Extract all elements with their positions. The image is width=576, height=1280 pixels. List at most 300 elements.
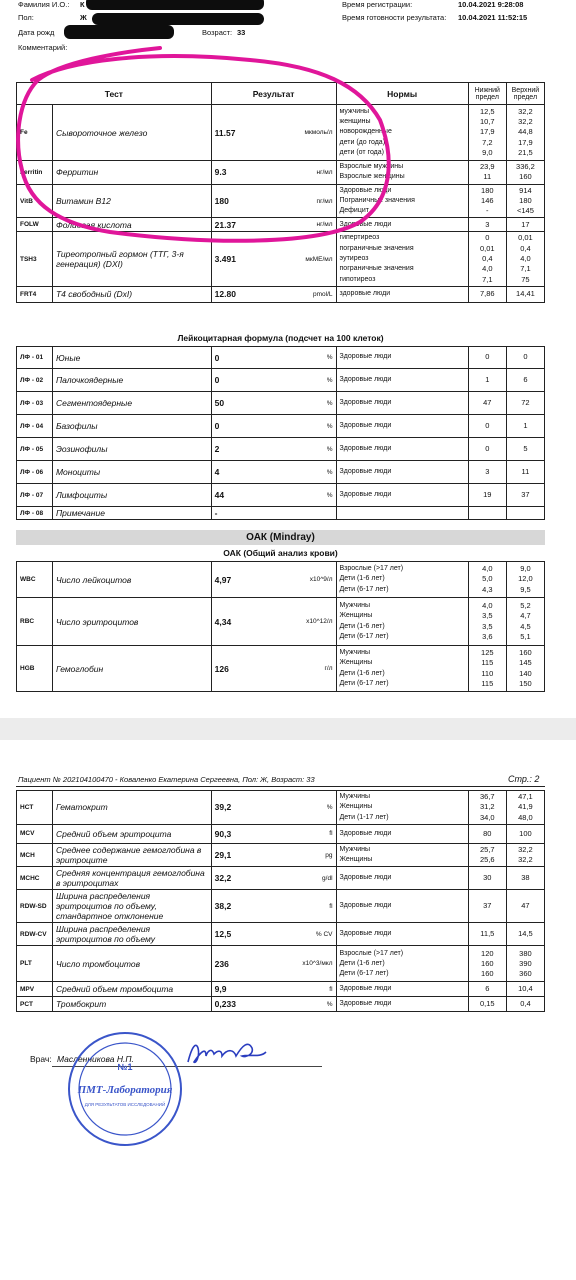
test-unit: %	[275, 461, 336, 484]
lower-list	[468, 392, 506, 415]
test-name: Базофилы	[52, 415, 211, 438]
lower-list	[468, 867, 506, 890]
pink-annotation-scribble	[0, 0, 576, 260]
lower-list	[468, 415, 506, 438]
table-row	[17, 867, 545, 890]
patient-line: Пациент № 202104100470 - Коваленко Екатерина Сергеевна, Пол: Ж, Возраст: 33	[18, 775, 315, 784]
upper-value: 17,9	[518, 137, 533, 147]
norm-label: новорожденные	[339, 128, 392, 136]
lower-value: 30	[483, 873, 492, 883]
upper-value: 38	[521, 873, 530, 883]
lower-value: 3	[485, 219, 490, 229]
lower-list	[468, 484, 506, 507]
test-unit: пг/мл	[275, 184, 336, 218]
upper-value: 5	[523, 443, 528, 453]
lower-list	[468, 997, 506, 1012]
table-row	[17, 982, 545, 997]
test-code: PLT	[17, 946, 53, 982]
norm-label: Взрослые женщины	[339, 173, 405, 181]
norm-label: Пограничные значения	[339, 196, 415, 204]
stamp-title: ПМТ-Лаборатория	[77, 1084, 173, 1096]
norm-list	[336, 923, 468, 946]
lower-value: 4,0	[482, 600, 493, 610]
table-row	[17, 824, 545, 843]
norm-label: Здоровые люди	[339, 186, 392, 194]
norm-list	[336, 890, 468, 923]
upper-value: 10,4	[518, 984, 533, 994]
upper-value: 0,4	[520, 243, 531, 253]
lower-list	[468, 562, 506, 598]
upper-value: 380	[519, 948, 532, 958]
test-name: Число лейкоцитов	[52, 562, 211, 598]
upper-list	[506, 646, 544, 692]
upper-list	[506, 369, 544, 392]
norm-list	[336, 438, 468, 461]
lower-value: 47	[483, 397, 492, 407]
lower-value: 34,0	[480, 812, 495, 822]
gender-value: Ж	[80, 13, 87, 22]
table-row	[17, 438, 545, 461]
test-code: MCHC	[17, 867, 53, 890]
test-unit: g/dl	[275, 867, 336, 890]
norm-label: Дефицит	[339, 207, 369, 215]
upper-value: 180	[519, 195, 532, 205]
test-result: 2	[211, 438, 274, 461]
lower-value: 0	[485, 233, 490, 243]
col-norms: Нормы	[336, 83, 468, 105]
upper-value: 47	[521, 901, 530, 911]
table-row	[17, 461, 545, 484]
ready-value: 10.04.2021 11:52:15	[458, 13, 528, 22]
test-result: 50	[211, 392, 274, 415]
test-code: ЛФ - 07	[17, 484, 53, 507]
leuko-table	[16, 346, 545, 520]
norm-list	[336, 843, 468, 867]
lower-list	[468, 824, 506, 843]
test-result: -	[211, 507, 274, 520]
test-code: PCT	[17, 997, 53, 1012]
test-result: 38,2	[211, 890, 274, 923]
upper-value: 47,1	[518, 792, 533, 801]
upper-value: 0,4	[520, 999, 531, 1009]
table-row	[17, 890, 545, 923]
lower-list	[468, 646, 506, 692]
test-code: RDW-CV	[17, 923, 53, 946]
reg-value: 10.04.2021 9:28:08	[458, 0, 524, 9]
lower-value: 25,6	[480, 855, 495, 865]
lower-list	[468, 946, 506, 982]
lower-list	[468, 843, 506, 867]
lower-value: 19	[483, 489, 492, 499]
norm-label: пограничные значения	[339, 265, 414, 273]
table-row	[17, 484, 545, 507]
lower-value: 23,9	[480, 162, 495, 171]
doctor-signature	[182, 1038, 272, 1072]
stamp-number: №1	[117, 1062, 133, 1072]
lower-value: 120	[481, 948, 494, 958]
norm-label: пограничные значения	[339, 244, 414, 252]
lower-list	[468, 507, 506, 520]
norm-label: Дети (6-17 лет)	[339, 632, 389, 640]
norm-label: Взрослые (>17 лет)	[339, 949, 404, 957]
test-name: Фолиевая кислота	[52, 218, 211, 232]
test-result: 90,3	[211, 824, 274, 843]
table-row	[17, 392, 545, 415]
col-test: Тест	[17, 83, 212, 105]
lower-value: 115	[481, 678, 494, 688]
norm-list	[336, 392, 468, 415]
test-name: Средний объем тромбоцита	[52, 982, 211, 997]
test-code: Ferritin	[17, 161, 53, 185]
lower-list	[468, 347, 506, 369]
test-unit: %	[275, 997, 336, 1012]
test-name: Т4 свободный (DxI)	[52, 286, 211, 302]
lower-list	[468, 923, 506, 946]
upper-value: 360	[519, 969, 532, 979]
test-unit: fl	[275, 982, 336, 997]
test-code: ЛФ - 05	[17, 438, 53, 461]
col-lower: Нижний предел	[468, 83, 506, 105]
fio-value: К	[80, 0, 85, 9]
upper-value: 1	[523, 420, 528, 430]
test-name: Моноциты	[52, 461, 211, 484]
lower-value: 17,9	[480, 127, 495, 137]
test-name: Средний объем эритроцита	[52, 824, 211, 843]
lower-value: 7,86	[480, 289, 495, 299]
upper-list	[506, 997, 544, 1012]
age-label: Возраст:	[202, 28, 233, 37]
lower-value: 10,7	[480, 117, 495, 127]
norm-label: Здоровые люди	[339, 421, 392, 429]
upper-list	[506, 923, 544, 946]
test-result: 32,2	[211, 867, 274, 890]
test-result: 9.3	[211, 161, 274, 185]
test-name: Сегментоядерные	[52, 392, 211, 415]
ready-label: Время готовности результата:	[342, 13, 447, 22]
oak-title: ОАК (Общий анализ крови)	[223, 548, 338, 558]
gender-label: Пол:	[18, 13, 34, 22]
table-row	[17, 646, 545, 692]
table-row	[17, 923, 545, 946]
test-unit: %	[275, 347, 336, 369]
norm-label: Взрослые мужчины	[339, 163, 404, 170]
norm-label: Здоровые люди	[339, 985, 392, 993]
test-result: 11.57	[211, 105, 274, 161]
upper-value: 37	[521, 489, 530, 499]
norm-label: здоровые люди	[339, 290, 391, 298]
test-result: 4,97	[211, 562, 274, 598]
test-unit: pmol/L	[275, 286, 336, 302]
test-unit: %	[275, 369, 336, 392]
lower-value: 0	[485, 443, 490, 453]
test-name: Средняя концентрация гемоглобина в эритроцитах	[52, 867, 211, 890]
lower-value: 25,7	[480, 844, 495, 854]
test-code: RBC	[17, 598, 53, 646]
upper-value: 32,2	[518, 855, 533, 865]
lower-list	[468, 286, 506, 302]
upper-value: 44,8	[518, 127, 533, 137]
norm-label: женщины	[339, 118, 371, 126]
upper-list	[506, 867, 544, 890]
lower-value: 0,01	[480, 243, 495, 253]
upper-value: 32,2	[518, 844, 533, 854]
test-code: Fe	[17, 105, 53, 161]
norm-label: мужчины	[339, 107, 370, 115]
norm-list	[336, 824, 468, 843]
lower-value: 110	[481, 668, 494, 678]
norm-list	[336, 791, 468, 825]
lower-list	[468, 598, 506, 646]
norm-label: дети (от года)	[339, 148, 384, 156]
lower-value: -	[486, 206, 489, 216]
test-unit: x10^9/л	[275, 562, 336, 598]
test-unit: %	[275, 484, 336, 507]
lower-value: 3	[485, 466, 490, 476]
test-result: 180	[211, 184, 274, 218]
table-row	[17, 507, 545, 520]
test-unit: % CV	[275, 923, 336, 946]
test-name: Палочкоядерные	[52, 369, 211, 392]
test-result: 39,2	[211, 791, 274, 825]
lower-value: 4,0	[482, 564, 493, 574]
norm-label: Мужчины	[339, 601, 371, 609]
lower-value: 4,3	[482, 584, 493, 594]
upper-list	[506, 507, 544, 520]
upper-value: 5,1	[520, 631, 531, 641]
table-row	[17, 562, 545, 598]
norm-label: Здоровые люди	[339, 1000, 392, 1008]
test-result: 44	[211, 484, 274, 507]
norm-list	[336, 484, 468, 507]
upper-list	[506, 791, 544, 825]
norm-label: Здоровые люди	[339, 467, 392, 475]
lower-list	[468, 369, 506, 392]
table-row	[17, 997, 545, 1012]
test-result: 126	[211, 646, 274, 692]
doctor-label: Врач:	[30, 1054, 52, 1064]
norm-label: Мужчины	[339, 793, 371, 800]
test-unit: мкМЕ/мл	[275, 232, 336, 286]
lower-value: 80	[483, 828, 492, 838]
upper-list	[506, 824, 544, 843]
lower-value: 160	[481, 969, 494, 979]
test-code: FRT4	[17, 286, 53, 302]
lower-value: 5,0	[482, 574, 493, 584]
norm-label: Мужчины	[339, 845, 371, 853]
upper-list	[506, 438, 544, 461]
lower-value: 4,0	[482, 264, 493, 274]
test-unit: нг/мл	[275, 218, 336, 232]
lab-stamp	[66, 1030, 184, 1148]
header-divider	[16, 786, 545, 787]
test-name: Ферритин	[52, 161, 211, 185]
upper-value: 6	[523, 374, 528, 384]
stamp-subtitle: ДЛЯ РЕЗУЛЬТАТОВ ИССЛЕДОВАНИЙ	[84, 1102, 166, 1107]
norm-label: Женщины	[339, 803, 373, 811]
test-name: Юные	[52, 347, 211, 369]
upper-value: 145	[519, 658, 532, 668]
reg-label: Время регистрации:	[342, 0, 413, 9]
lower-list	[468, 890, 506, 923]
upper-value: 140	[519, 668, 532, 678]
comment-label: Комментарий:	[18, 43, 68, 52]
test-unit: %	[275, 438, 336, 461]
norm-list	[336, 997, 468, 1012]
test-name: Сывороточное железо	[52, 105, 211, 161]
test-unit: pg	[275, 843, 336, 867]
oak-body	[17, 562, 545, 692]
lower-value: 180	[481, 185, 494, 195]
doctor-name: Масленникова Н.П.	[57, 1054, 134, 1064]
test-result: 12.80	[211, 286, 274, 302]
oak-bar: ОАК (Mindray)	[16, 530, 545, 545]
lower-value: 125	[481, 647, 494, 657]
test-name: Ширина распределения эритроцитов по объему, стандартное отклонение	[52, 890, 211, 923]
test-name: Лимфоциты	[52, 484, 211, 507]
norm-label: эутиреоз	[339, 255, 369, 263]
test-name: Число эритроцитов	[52, 598, 211, 646]
upper-list	[506, 347, 544, 369]
norm-label: Дети (1-6 лет)	[339, 622, 385, 630]
test-name: Тромбокрит	[52, 997, 211, 1012]
fio-label: Фамилия И.О.:	[18, 0, 70, 9]
lower-list	[468, 791, 506, 825]
test-code: FOLW	[17, 218, 53, 232]
norm-label: Женщины	[339, 856, 373, 864]
lower-list	[468, 438, 506, 461]
lower-value: 3,5	[482, 621, 493, 631]
upper-value: 0	[523, 352, 528, 362]
lower-value: 11	[483, 172, 492, 182]
lower-value: 7,1	[482, 274, 493, 284]
test-code: ЛФ - 03	[17, 392, 53, 415]
test-result: 4,34	[211, 598, 274, 646]
norm-label: Дети (1-6 лет)	[339, 959, 385, 967]
test-name: Гемоглобин	[52, 646, 211, 692]
norm-list	[336, 646, 468, 692]
table-row	[17, 347, 545, 369]
lower-value: 0	[485, 352, 490, 362]
lower-value: 160	[481, 958, 494, 968]
page-label: Стр.: 2	[508, 774, 540, 784]
test-unit	[275, 507, 336, 520]
norm-label: дети (до года)	[339, 138, 386, 146]
norm-list	[336, 598, 468, 646]
test-result: 12,5	[211, 923, 274, 946]
upper-value: 14,41	[516, 289, 535, 299]
lower-value: 31,2	[480, 802, 495, 812]
upper-value: 100	[519, 828, 532, 838]
upper-list	[506, 982, 544, 997]
norm-label: Дети (6-17 лет)	[339, 970, 389, 978]
norm-list	[336, 867, 468, 890]
upper-value: 0,01	[518, 233, 533, 243]
page-gap	[0, 718, 576, 740]
upper-value: 160	[519, 172, 532, 182]
upper-value: 7,1	[520, 264, 531, 274]
norm-label: Женщины	[339, 659, 373, 667]
norm-label: гипотиреоз	[339, 275, 376, 283]
upper-list	[506, 392, 544, 415]
col-result: Результат	[211, 83, 336, 105]
table-row	[17, 369, 545, 392]
upper-value: 41,9	[518, 802, 533, 812]
norm-label: Здоровые люди	[339, 353, 392, 361]
upper-list	[506, 286, 544, 302]
upper-value: 32,2	[518, 117, 533, 127]
test-code: ЛФ - 04	[17, 415, 53, 438]
table-row	[17, 598, 545, 646]
norm-label: Дети (1-6 лет)	[339, 575, 385, 583]
annotation-stroke	[18, 48, 389, 241]
norm-label: Взрослые (>17 лет)	[339, 565, 404, 573]
oak-table	[16, 561, 545, 692]
test-code: MPV	[17, 982, 53, 997]
test-result: 0	[211, 369, 274, 392]
lower-value: 9,0	[482, 147, 493, 157]
test-result: 29,1	[211, 843, 274, 867]
test-name: Гематокрит	[52, 791, 211, 825]
upper-value: 11	[521, 466, 530, 476]
test-code: ЛФ - 06	[17, 461, 53, 484]
norm-label: гипертиреоз	[339, 234, 380, 242]
upper-value: 17	[521, 219, 530, 229]
norm-label: Дети (1-17 лет)	[339, 813, 389, 821]
upper-value: 32,2	[518, 106, 533, 116]
test-unit: мкмоль/л	[275, 105, 336, 161]
norm-label: Мужчины	[339, 648, 371, 656]
norm-label: Здоровые люди	[339, 398, 392, 406]
test-code: RDW-SD	[17, 890, 53, 923]
report-page-2	[0, 740, 576, 1280]
upper-value: 914	[519, 185, 532, 195]
test-result: 3.491	[211, 232, 274, 286]
lower-value: 12,5	[480, 106, 495, 116]
test-code: ЛФ - 08	[17, 507, 53, 520]
test-result: 9,9	[211, 982, 274, 997]
norm-list	[336, 415, 468, 438]
test-result: 21.37	[211, 218, 274, 232]
upper-value: 4,0	[520, 254, 531, 264]
lower-value: 146	[481, 195, 494, 205]
upper-value: 390	[519, 958, 532, 968]
lower-value: 115	[481, 658, 494, 668]
test-code: HCT	[17, 791, 53, 825]
test-result: 0	[211, 415, 274, 438]
upper-list	[506, 562, 544, 598]
lower-value: 37	[483, 901, 492, 911]
test-result: 4	[211, 461, 274, 484]
test-code: WBC	[17, 562, 53, 598]
upper-list	[506, 890, 544, 923]
test-code: MCH	[17, 843, 53, 867]
norm-label: Дети (6-17 лет)	[339, 585, 389, 593]
test-unit: x10^3/мкл	[275, 946, 336, 982]
test-name: Ширина распределения эритроцитов по объему	[52, 923, 211, 946]
upper-value: 336,2	[516, 162, 535, 171]
col-upper: Верхний предел	[506, 83, 544, 105]
upper-value: 75	[521, 274, 530, 284]
table-row	[17, 946, 545, 982]
test-code: ЛФ - 02	[17, 369, 53, 392]
norm-label: Женщины	[339, 612, 373, 620]
norm-label: Здоровые люди	[339, 902, 392, 910]
norm-list	[336, 562, 468, 598]
norm-label: Здоровые люди	[339, 490, 392, 498]
lower-value: 3,6	[482, 631, 493, 641]
lower-value: 3,5	[482, 611, 493, 621]
test-result: 0,233	[211, 997, 274, 1012]
